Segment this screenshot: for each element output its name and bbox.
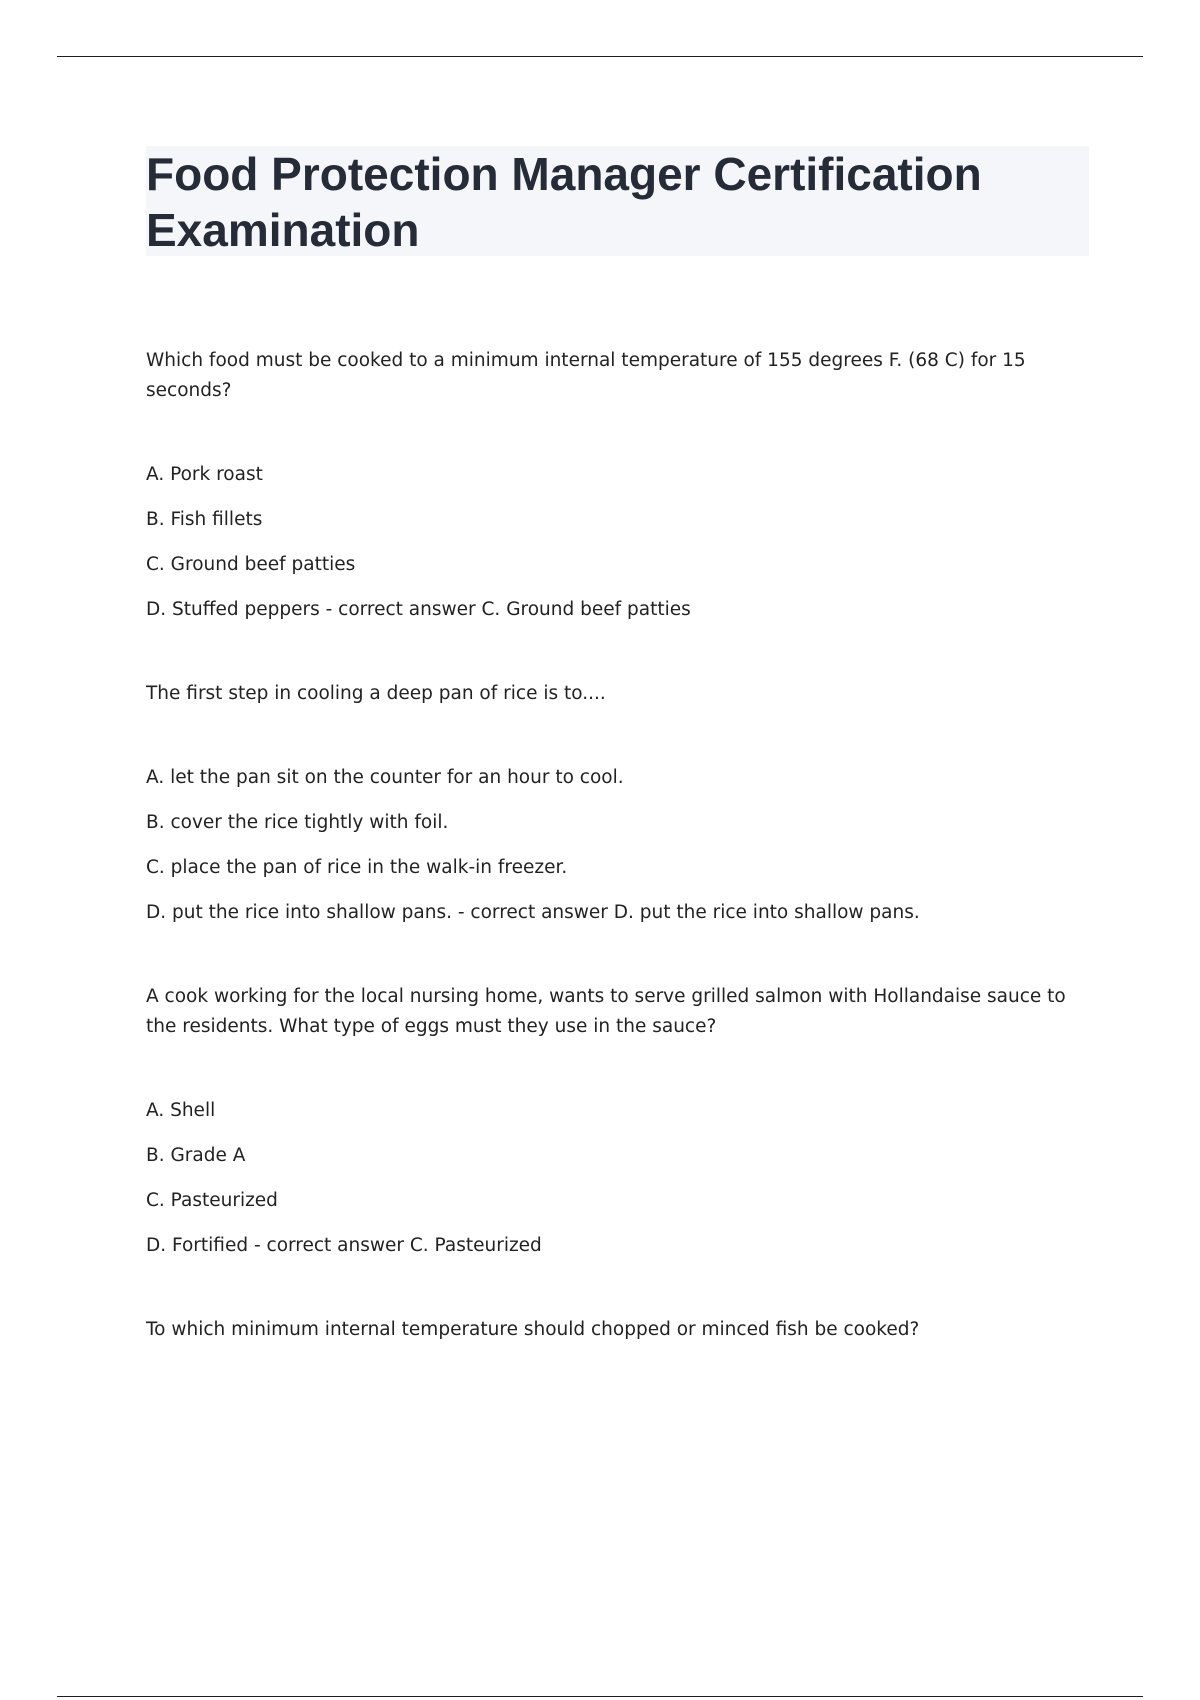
top-rule: [57, 56, 1143, 57]
answer-options: [146, 767, 1086, 924]
bottom-rule: [57, 1696, 1143, 1697]
answer-options: [146, 464, 1086, 621]
question-text: Which food must be cooked to a minimum internal temperature of 155 degrees F. (68 C) for 15 seconds?: [146, 350, 1026, 401]
answer-option: D. Stuffed peppers - correct answer C. Ground beef patties: [146, 599, 691, 620]
answer-option: B. Grade A: [146, 1145, 246, 1166]
answer-option: D. Fortified - correct answer C. Pasteurized: [146, 1235, 542, 1256]
answer-option: B. Fish fillets: [146, 509, 263, 530]
question-text: A cook working for the local nursing home, wants to serve grilled salmon with Hollandaise sauce to the residents. What type of eggs must they use in the sauce?: [146, 986, 1066, 1037]
answer-option: B. cover the rice tightly with foil.: [146, 812, 449, 833]
question-text: The first step in cooling a deep pan of rice is to....: [146, 683, 606, 704]
question-block-3: [146, 982, 1086, 1257]
answer-option: D. put the rice into shallow pans. - correct answer D. put the rice into shallow pans.: [146, 902, 920, 923]
answer-option: A. Shell: [146, 1100, 216, 1121]
question-block-1: [146, 346, 1086, 621]
question-block-2: [146, 679, 1086, 924]
question-block-4: [146, 1315, 1086, 1345]
answer-option: A. let the pan sit on the counter for an hour to cool.: [146, 767, 624, 788]
answer-option: C. Ground beef patties: [146, 554, 356, 575]
answer-option: C. place the pan of rice in the walk-in freezer.: [146, 857, 568, 878]
question-text: To which minimum internal temperature should chopped or minced fish be cooked?: [146, 1319, 920, 1340]
page-title: Food Protection Manager Certification Examination: [146, 148, 982, 256]
answer-option: A. Pork roast: [146, 464, 263, 485]
answer-option: C. Pasteurized: [146, 1190, 278, 1211]
document-body: [146, 346, 1086, 1345]
answer-options: [146, 1100, 1086, 1257]
